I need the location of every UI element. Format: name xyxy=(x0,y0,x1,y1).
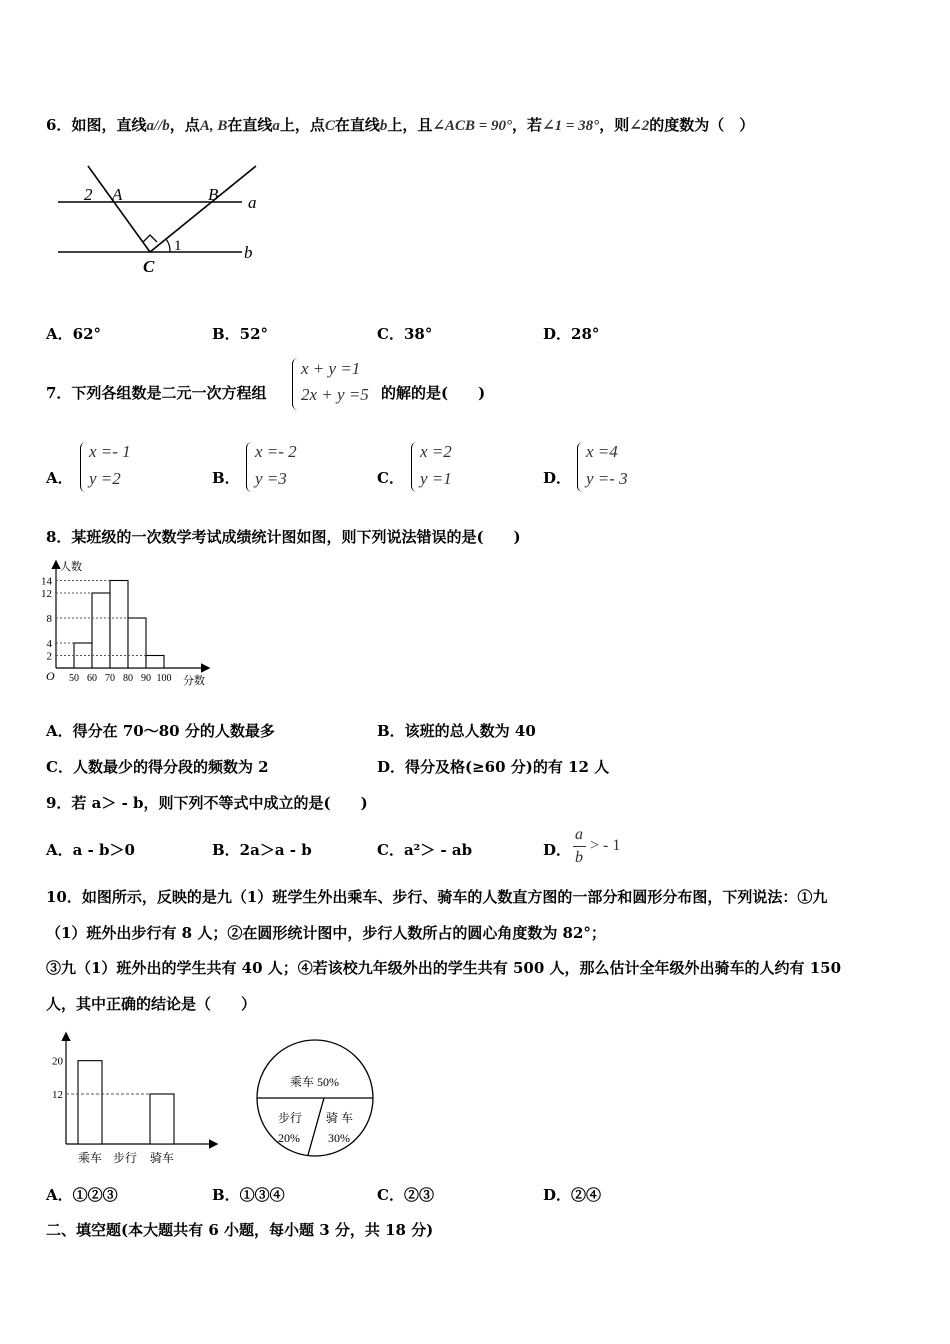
q10-line-2: （1）班外出步行有 8 人；②在圆形统计图中，步行人数所占的圆心角度数为 82°； xyxy=(46,924,606,942)
y-tick-label: 12 xyxy=(52,1089,63,1101)
histogram-bar-70-80 xyxy=(110,581,128,669)
q6-option-c[interactable]: C．38° xyxy=(377,325,433,343)
pie-label-walk-pct: 20% xyxy=(278,1131,300,1145)
q9-option-c[interactable]: C．a²＞ - ab xyxy=(377,841,473,859)
y-tick-label: 2 xyxy=(46,650,52,663)
label-b: b xyxy=(244,243,253,262)
label-1: 1 xyxy=(174,238,182,254)
q8-option-d[interactable]: D．得分及格(≥60 分)的有 12 人 xyxy=(377,758,610,776)
q6-option-b[interactable]: B．52° xyxy=(212,325,269,343)
q10-line-3: ③九（1）班外出的学生共有 40 人；④若该校九年级外出的学生共有 500 人，那么估计全年级外出骑车的人约有 150 xyxy=(46,959,842,977)
histogram-bar-90-100 xyxy=(146,656,164,669)
fraction-tail: > - 1 xyxy=(590,837,621,854)
q6-option-a[interactable]: A．62° xyxy=(46,325,102,343)
x-category-label: 乘车 xyxy=(77,1151,103,1165)
q10-option-b[interactable]: B．①③④ xyxy=(212,1186,285,1204)
label-A: A xyxy=(112,185,123,204)
angle-1-arc xyxy=(166,239,170,252)
q10-option-d[interactable]: D．②④ xyxy=(543,1186,602,1204)
fraction-numerator: a xyxy=(575,826,583,843)
pie-label-bike: 骑 车 xyxy=(326,1111,354,1125)
x-category-label: 骑车 xyxy=(149,1151,175,1165)
y-tick-label: 12 xyxy=(41,588,52,600)
right-angle-mark xyxy=(143,235,157,242)
q9-option-b[interactable]: B．2a＞a - b xyxy=(212,841,312,859)
q10-line-4: 人，其中正确的结论是（ ） xyxy=(46,995,257,1013)
fraction-bar xyxy=(573,846,586,847)
q8-option-b[interactable]: B．该班的总人数为 40 xyxy=(377,722,536,740)
y-axis-label: 人数 xyxy=(60,561,82,573)
q7-system: x + y =1 2x + y =5 xyxy=(292,358,383,410)
y-tick-label: 20 xyxy=(52,1055,63,1068)
fraction-denominator: b xyxy=(575,849,583,866)
q10-line-1: 10．如图所示，反映的是九（1）班学生外出乘车、步行、骑车的人数直方图的一部分和圆形分布图，下列说法：①九 xyxy=(46,888,828,906)
y-tick-label: 8 xyxy=(46,613,52,625)
x-tick-label: 60 xyxy=(87,673,97,684)
q10-option-a[interactable]: A．①②③ xyxy=(46,1186,118,1204)
q8-option-a[interactable]: A．得分在 70～80 分的人数最多 xyxy=(46,722,275,740)
histogram-bar-60-70 xyxy=(92,593,110,668)
line-ca xyxy=(88,166,150,252)
q8-option-c[interactable]: C．人数最少的得分段的频数为 2 xyxy=(46,758,269,776)
x-tick-label: 50 xyxy=(69,673,79,684)
q8-stem: 8．某班级的一次数学考试成绩统计图如图，则下列说法错误的是( ) xyxy=(46,528,521,546)
section-2-heading: 二、填空题(本大题共有 6 小题，每小题 3 分，共 18 分) xyxy=(46,1221,434,1239)
origin-label: O xyxy=(46,669,55,683)
label-2: 2 xyxy=(84,185,93,204)
histogram-bar-80-90 xyxy=(128,618,146,668)
label-a: a xyxy=(248,193,257,212)
pie-label-ride: 乘车 50% xyxy=(290,1075,339,1089)
q7-stem-right: 的解的是( ) xyxy=(381,384,486,402)
x-axis-label: 分数 xyxy=(183,675,205,687)
x-tick-label: 90 xyxy=(141,673,151,684)
q10-option-c[interactable]: C．②③ xyxy=(377,1186,434,1204)
q7-stem-left: 7．下列各组数是二元一次方程组 xyxy=(46,384,267,402)
bar-骑车 xyxy=(150,1094,174,1144)
y-tick-label: 4 xyxy=(46,638,52,650)
q8-histogram xyxy=(40,556,220,691)
q6-stem: 6．如图，直线a//b，点A, B在直线a上，点C在直线b上，且∠ACB = 90°，若∠1 = 38°，则∠2的度数为（ ） xyxy=(46,116,755,134)
q10-bar-chart xyxy=(44,1028,224,1168)
pie-label-walk: 步行 xyxy=(278,1111,303,1125)
q9-option-a[interactable]: A．a - b＞0 xyxy=(46,841,135,859)
x-tick-label: 100 xyxy=(156,673,172,684)
x-tick-label: 80 xyxy=(123,673,133,684)
x-category-label: 步行 xyxy=(112,1151,138,1165)
y-tick-label: 14 xyxy=(41,575,52,588)
pie-label-bike-pct: 30% xyxy=(328,1131,350,1145)
x-tick-label: 70 xyxy=(105,673,115,684)
bar-乘车 xyxy=(78,1061,102,1144)
label-C: C xyxy=(143,257,155,276)
q6-figure xyxy=(50,160,280,280)
label-B: B xyxy=(208,185,219,204)
q6-option-d[interactable]: D．28° xyxy=(543,325,600,343)
q9-stem: 9．若 a＞ - b，则下列不等式中成立的是( ) xyxy=(46,794,368,812)
q10-pie-chart xyxy=(250,1034,380,1164)
